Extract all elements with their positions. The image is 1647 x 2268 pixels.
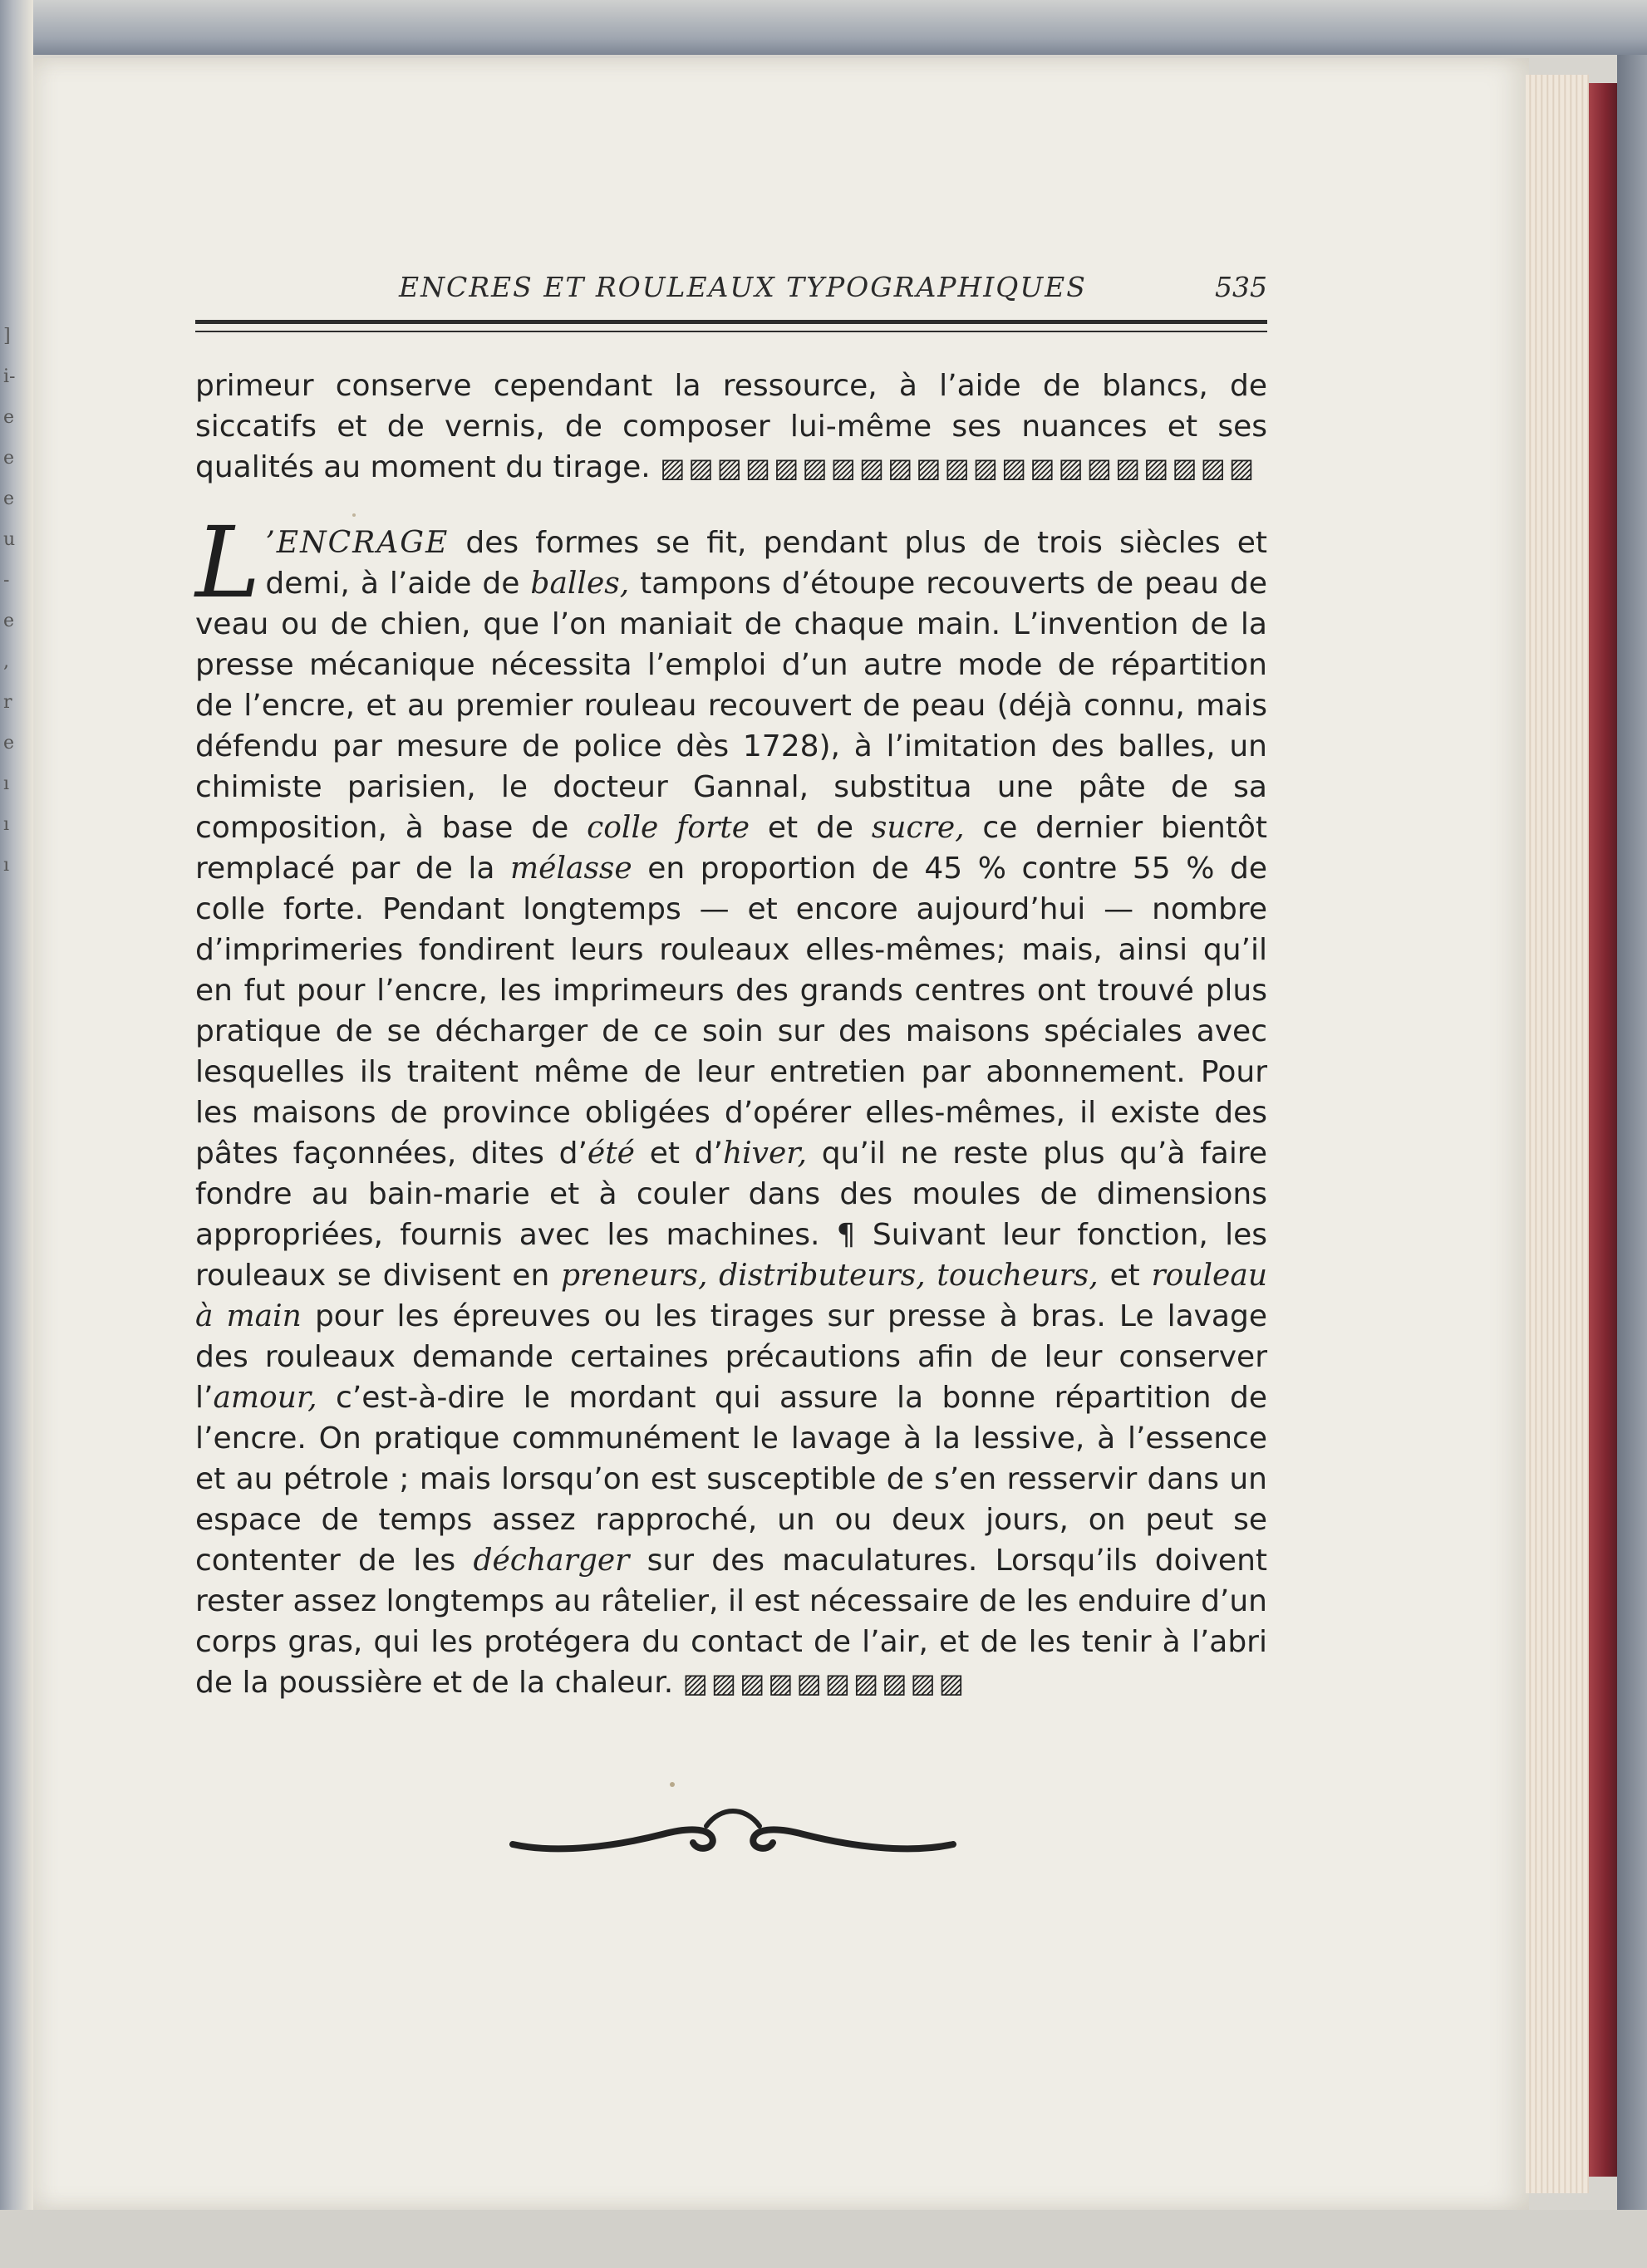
margin-fragment: ı [3, 814, 10, 835]
italic-term: balles, [530, 567, 630, 601]
text-run: c’est-à-dire le mordant qui assure la bonne répartition de l’encre. On pratique communément le lavage à la lessive, à l’essence et au pétrole ; mais lorsqu’on est susceptible de s’en resservir dans un espace de temps assez rapproché, un ou deux jours, on peut se contenter de les [195, 1381, 1267, 1578]
margin-fragment: e [3, 611, 15, 631]
text-run: et [1098, 1259, 1152, 1293]
margin-fragment: e [3, 407, 15, 428]
text-run: Suivant leur fonction, les rouleaux se divisent en [195, 1218, 1268, 1293]
margin-fragment: ] [3, 326, 11, 346]
header-rule-thick [195, 320, 1267, 324]
italic-term: rouleau à main [195, 1259, 1268, 1333]
running-title: ENCRES ET ROULEAUX TYPOGRAPHIQUES [399, 271, 1087, 303]
text-run: qu’il ne reste plus qu’à faire fondre au bain-marie et à couler dans des moules de dimensions appropriées, fournis avec les machines. [195, 1136, 1267, 1252]
text-run: et d’ [634, 1136, 723, 1171]
paragraph-2 [195, 505, 1268, 1704]
margin-fragment: , [3, 651, 9, 672]
drop-cap: L [195, 505, 261, 620]
lead-word: ’ENCRAGE [265, 526, 450, 560]
text-run: des formes se fit, pendant plus de trois siècles et demi, à l’aide de [265, 526, 1267, 601]
pilcrow-icon: ¶ [836, 1218, 856, 1252]
margin-fragment: u [3, 529, 16, 550]
italic-term: été [587, 1136, 635, 1171]
text-run: pour les épreuves ou les tirages sur presse à bras. Le lavage des rouleaux demande certaines précautions afin de leur conserver l’ [195, 1299, 1267, 1415]
text-run: et de [750, 811, 872, 845]
page-stack-edges [1526, 75, 1589, 2193]
book-cover-right [1617, 55, 1647, 2268]
margin-fragment: ı [3, 855, 10, 876]
background-bottom [0, 2210, 1647, 2268]
text-run: ce dernier bientôt remplacé par de la [195, 811, 1268, 886]
text-run: en proportion de 45 % contre 55 % de colle forte. Pendant longtemps — et encore aujourd’hui — nombre d’imprimeries fondirent leurs rouleaux elles-mêmes; mais, ainsi qu’il en fut pour l’encre, les imprimeurs des grands centres ont trouvé plus pratique de se décharger de ce soin sur des maisons spéciales avec lesquelles ils traitent même de leur entretien par abonnement. Pour les maisons de province obligées d’opérer elles-mêmes, il existe des pâtes façonnées, dites d’ [195, 852, 1267, 1171]
margin-fragment: e [3, 448, 15, 469]
italic-term: hiver, [722, 1136, 807, 1171]
facing-page-fragments [3, 316, 28, 886]
italic-term: amour, [213, 1381, 317, 1415]
body-text [195, 366, 1267, 1704]
margin-fragment: - [3, 570, 10, 591]
text-run: tampons d’étoupe recouverts de peau de veau ou de chien, que l’on maniait de chaque main. L’invention de la presse mécanique nécessita l’emploi d’un autre mode de répartition de l’encre, et au premier rouleau recouvert de peau (déjà connu, mais défendu par mesure de police dès 1728), à l’imitation des balles, un chimiste parisien, le docteur Gannal, substitua une pâte de sa composition, à base de [195, 567, 1267, 845]
italic-term: mélasse [510, 852, 632, 886]
paragraph-1-text: primeur conserve cependant la ressource, à l’aide de blancs, de siccatifs et de vernis, de composer lui-même ses nuances et ses qualités au moment du tirage. [195, 369, 1267, 484]
italic-term: colle forte [587, 811, 750, 845]
margin-fragment: i- [3, 366, 16, 387]
italic-term: preneurs, distributeurs, toucheurs, [561, 1259, 1099, 1293]
text-run: sur des maculatures. Lorsqu’ils doivent rester assez longtemps au râtelier, il est nécessaire de les enduire d’un corps gras, qui les protégera du contact de l’air, et de les tenir à l’abri de la poussière et de la chaleur. [195, 1544, 1268, 1700]
ornament-row: ▨▨▨▨▨▨▨▨▨▨ [682, 1667, 967, 1699]
page-number: 535 [1215, 271, 1267, 303]
margin-fragment: r [3, 692, 12, 713]
paragraph-1 [195, 366, 1267, 488]
margin-fragment: ı [3, 773, 10, 794]
ink-speck [670, 1782, 675, 1787]
italic-term: sucre, [871, 811, 965, 845]
header-rule-thin [195, 331, 1267, 332]
ornament-row: ▨▨▨▨▨▨▨▨▨▨▨▨▨▨▨▨▨▨▨▨▨ [660, 452, 1258, 484]
book-cover-top [0, 0, 1647, 55]
tailpiece-ornament-icon [509, 1803, 957, 1861]
margin-fragment: e [3, 733, 15, 754]
running-head [195, 271, 1267, 309]
red-gilt-edge [1589, 83, 1617, 2177]
margin-fragment: e [3, 488, 15, 509]
italic-term: décharger [473, 1544, 630, 1578]
